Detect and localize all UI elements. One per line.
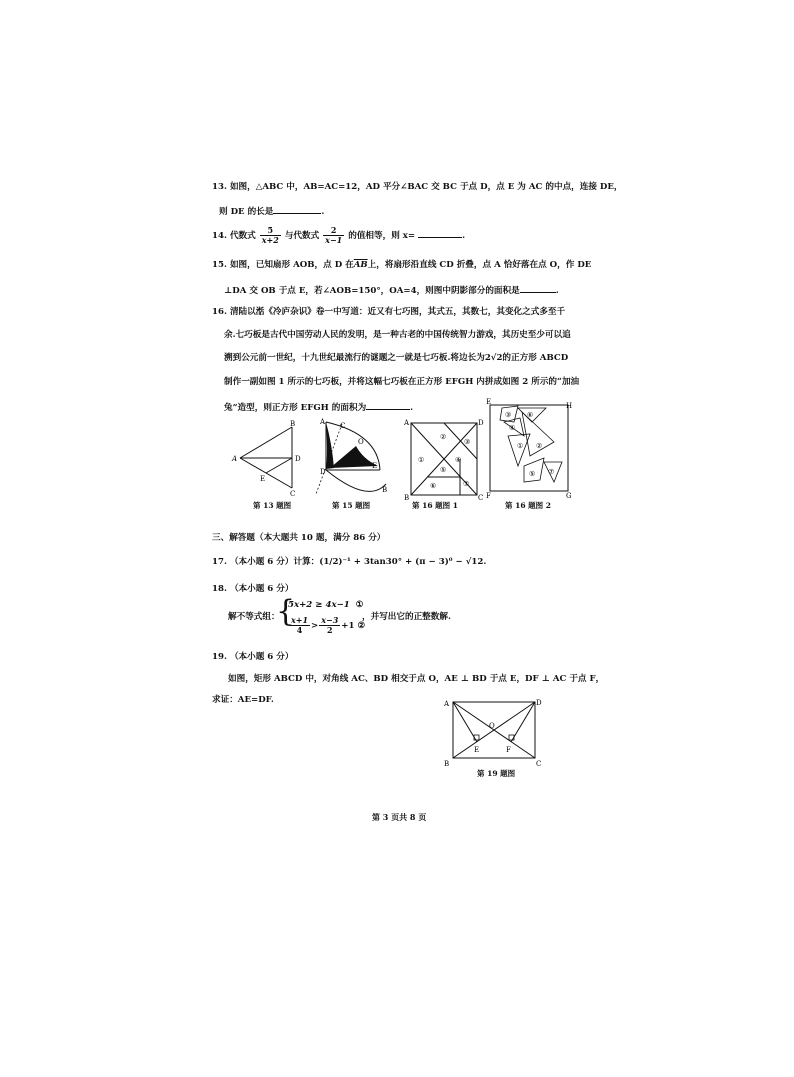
f16b-piece-1: ①: [517, 442, 524, 450]
f19-label-F: F: [506, 746, 511, 754]
f13-label-A: A: [232, 455, 238, 463]
q15-line1-a: 15. 如图，已知扇形 AOB，点 D 在: [212, 260, 354, 270]
f16b-label-F: F: [486, 492, 491, 500]
figure-15: [308, 414, 393, 499]
q16-line3-a: 溯到公元前一世纪，十九世纪最流行的谜题之一就是七巧板.将边长为: [224, 353, 485, 363]
f15-label-E: E: [372, 462, 378, 470]
f16a-piece-1: ①: [418, 456, 425, 464]
f16a-piece-6: ⑥: [430, 482, 437, 490]
q18-mark2: ②: [357, 621, 366, 631]
caption-16-2: 第 16 题图 2: [505, 501, 551, 510]
q17-line: [212, 556, 486, 568]
f16a-piece-3: ③: [464, 438, 471, 446]
f16b-piece-3: ③: [505, 411, 512, 419]
q14-f2-num: 2: [323, 226, 344, 236]
f16a-label-A: A: [404, 419, 410, 427]
f16a-piece-4: ④: [455, 456, 462, 464]
q18-frac1-num: x+1: [291, 615, 309, 625]
f15-label-C: C: [340, 422, 346, 430]
q18-frac2-den: 2: [326, 625, 333, 635]
q16-line5-text: 兔”造型，则正方形 EFGH 的面积为: [224, 403, 367, 413]
figure-16-1: [402, 416, 482, 500]
q13-line2: [219, 204, 324, 218]
f15-label-D: D: [320, 468, 326, 476]
figure-19: [440, 694, 544, 768]
q15-answer-blank: [520, 283, 556, 293]
q18-post: ，并写出它的正整数解.: [362, 612, 451, 622]
figure-16-2: [484, 396, 576, 500]
q19-head: 19. （本小题 6 分）: [212, 652, 294, 662]
f13-label-E: E: [260, 475, 266, 483]
q17-pre: 17. （本小题 6 分）计算：: [212, 557, 320, 567]
f16b-label-E: E: [486, 398, 492, 406]
f19-label-O: O: [489, 722, 495, 730]
page-footer: 第 3 页共 8 页: [372, 812, 427, 822]
f16a-label-D: D: [478, 419, 484, 427]
caption-15: 第 15 题图: [332, 501, 371, 510]
f15-label-B: B: [382, 486, 388, 494]
caption-19: 第 19 题图: [477, 769, 516, 778]
f19-label-A: A: [444, 700, 450, 708]
f16b-piece-4: ④: [509, 424, 516, 432]
q13-answer-blank: [273, 204, 321, 214]
figure-13: [230, 418, 310, 498]
f13-label-C: C: [290, 490, 296, 498]
q15-line2: [224, 283, 559, 297]
q18-frac-1: [289, 616, 310, 635]
f16b-piece-6: ⑥: [527, 411, 534, 419]
q15-line2-text: ⊥DA 交 OB 于点 E，若∠AOB=150°，OA=4，则图中阴影部分的面积是: [224, 286, 520, 296]
q14-f1-den: x+2: [261, 235, 279, 245]
q14-line: [212, 224, 465, 248]
f16b-piece-2: ②: [536, 442, 543, 450]
q16-line3-b: 的正方形 ABCD: [502, 353, 569, 363]
q15-arc: $\overline{AB}$: [353, 260, 368, 270]
f13-label-B: B: [290, 420, 296, 428]
q16-line3: [224, 352, 568, 364]
q18-tail: +1: [341, 621, 355, 631]
q17-expression: (1/2)⁻¹ + 3tan30° + (π − 3)⁰ − √12.: [319, 557, 487, 567]
f16a-piece-2: ②: [440, 433, 447, 441]
q18-mark1: ①: [355, 600, 364, 610]
q15-line1: [212, 259, 591, 271]
f16b-label-G: G: [566, 492, 572, 500]
q15-end: .: [555, 286, 559, 296]
q18-ineq1: [288, 599, 363, 611]
q14-fraction-2: [323, 226, 344, 245]
f19-label-D: D: [536, 699, 542, 707]
q19-line2: 求证：AE=DF.: [212, 695, 274, 705]
q14-post: 的值相等，则 x=: [348, 231, 416, 241]
q16-line4: 制作一副如图 1 所示的七巧板，并将这幅七巧板在正方形 EFGH 内拼成如图 2 所示的“加油: [224, 377, 580, 387]
q14-end: .: [462, 231, 466, 241]
q14-answer-blank: [418, 228, 462, 238]
q18-ineq1-text: 5x+2 ≥ 4x−1: [288, 600, 350, 610]
q18-frac1-den: 4: [296, 625, 303, 635]
f15-label-A: A: [320, 418, 326, 426]
q18-head: 18. （本小题 6 分）: [212, 584, 294, 594]
f13-label-D: D: [295, 455, 301, 463]
q13-text: 则 DE 的长是: [219, 207, 274, 217]
q18-ineq2: [288, 614, 365, 638]
q15-line1-b: 上，将扇形沿直线 CD 折叠，点 A 恰好落在点 O，作 DE: [367, 260, 592, 270]
q14-mid: 与代数式: [284, 231, 320, 241]
section-3-title: 三、解答题（本大题共 10 题，满分 86 分）: [212, 533, 386, 543]
q14-f1-num: 5: [260, 226, 281, 236]
q16-answer-blank: [366, 400, 410, 410]
f16a-piece-5: ⑤: [440, 466, 447, 474]
q16-line1: 16. 清陆以湉《冷庐杂识》卷一中写道：近又有七巧图，其式五，其数七，其变化之式多至千: [212, 307, 566, 317]
q16-line2: 余.七巧板是古代中国劳动人民的发明，是一种古老的中国传统智力游戏，其历史至少可以追: [224, 330, 571, 340]
f15-label-O: O: [358, 438, 364, 446]
q13-end: .: [321, 207, 325, 217]
q16-end: .: [410, 403, 414, 413]
q18-lead: 解不等式组：: [228, 612, 280, 622]
q19-line1: 如图，矩形 ABCD 中，对角线 AC、BD 相交于点 O，AE ⊥ BD 于点 E，DF ⊥ AC 于点 F，: [228, 674, 605, 684]
q14-fraction-1: [260, 226, 281, 245]
q18-brace: {: [276, 594, 296, 629]
f16a-label-B: B: [404, 494, 410, 502]
q18-frac-2: [319, 616, 340, 635]
f16a-piece-7: ⑦: [463, 480, 470, 488]
caption-16-1: 第 16 题图 1: [412, 501, 458, 510]
f16b-label-H: H: [566, 402, 573, 410]
f16a-label-C: C: [478, 494, 484, 502]
q14-f2-den: x−1: [325, 235, 343, 245]
q18-gt: >: [311, 621, 319, 631]
f16b-piece-7: ⑦: [548, 468, 555, 476]
f16b-piece-5: ⑤: [529, 470, 536, 478]
f19-label-B: B: [444, 760, 450, 768]
q16-line5: [224, 400, 413, 414]
q13-line1: 13. 如图，△ABC 中，AB=AC=12，AD 平分∠BAC 交 BC 于点 D，点 E 为 AC 的中点，连接 DE，: [212, 182, 623, 192]
q16-line3-math: 2√2: [484, 353, 503, 363]
f19-label-C: C: [536, 760, 542, 768]
f19-label-E: E: [474, 746, 480, 754]
caption-13: 第 13 题图: [253, 501, 292, 510]
q18-frac2-num: x−3: [321, 615, 339, 625]
q14-pre: 14. 代数式: [212, 231, 256, 241]
